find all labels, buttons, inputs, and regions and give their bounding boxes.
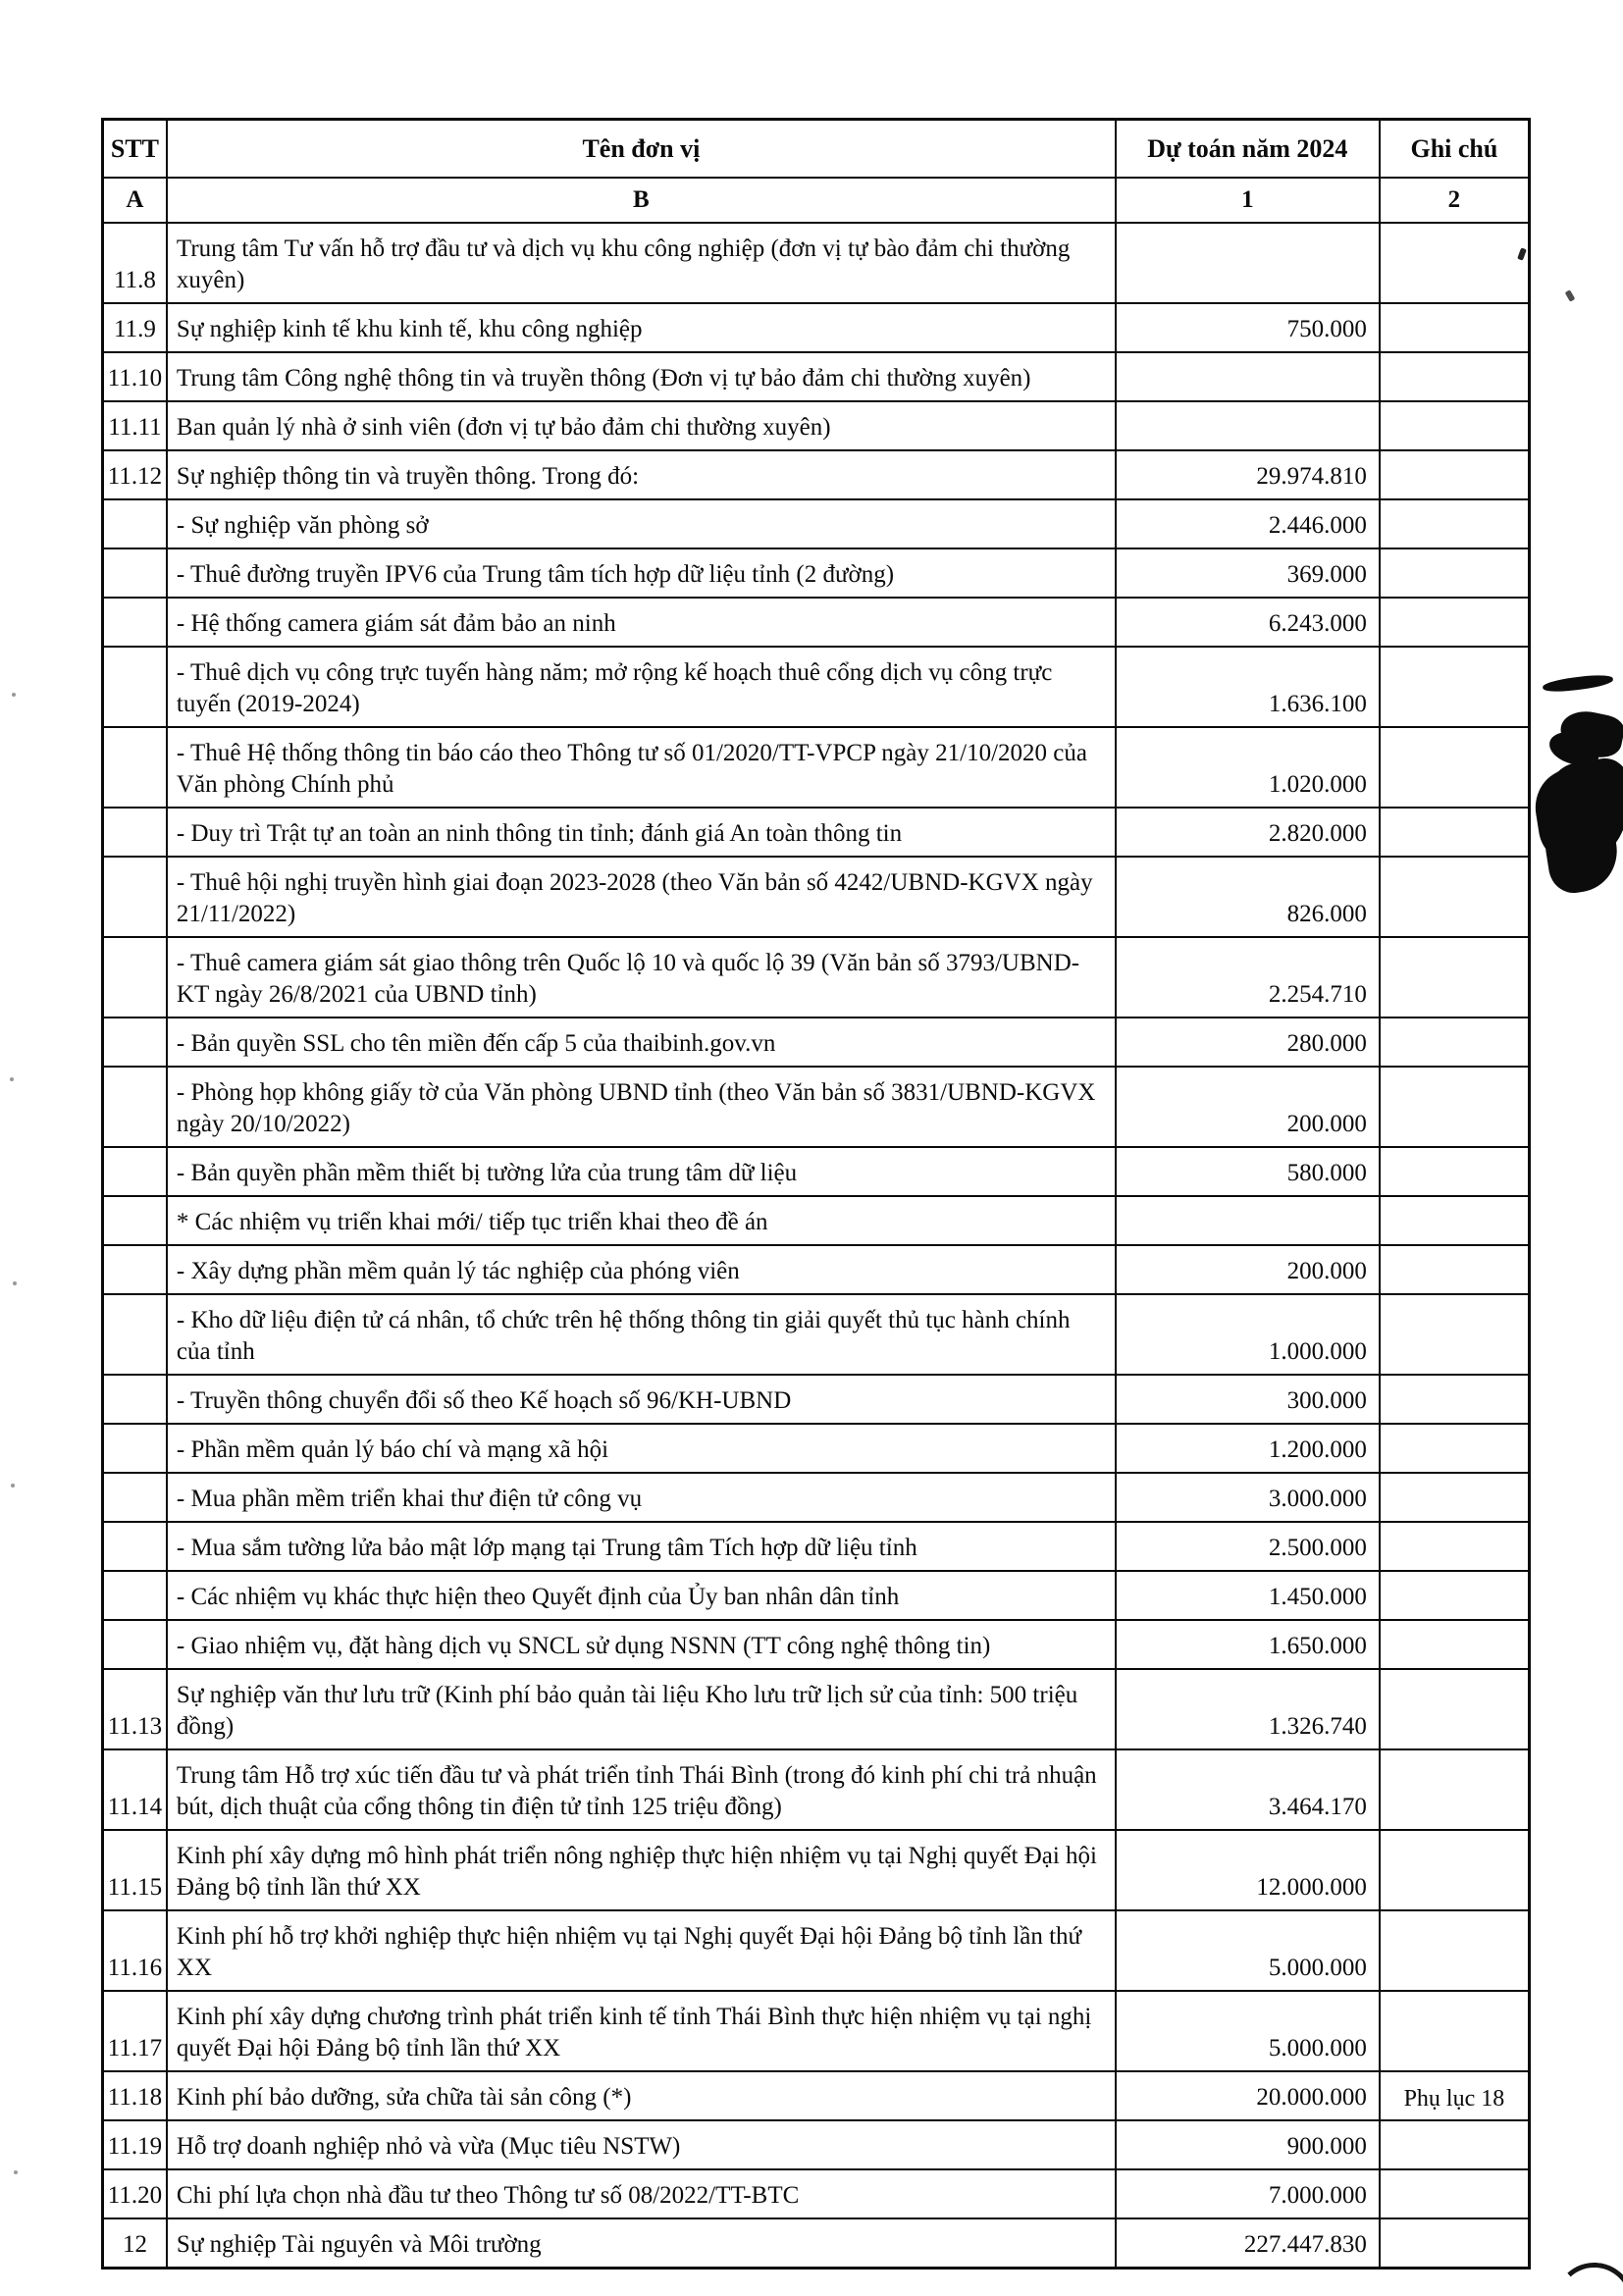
row-note xyxy=(1380,1620,1530,1669)
table-row xyxy=(103,1830,1530,1910)
row-name: Sự nghiệp kinh tế khu kinh tế, khu công nghiệp xyxy=(167,303,1116,352)
row-budget: 280.000 xyxy=(1116,1018,1380,1067)
dust-speck xyxy=(12,693,16,697)
row-name: - Thuê Hệ thống thông tin báo cáo theo Thông tư số 01/2020/TT-VPCP ngày 21/10/2020 của Văn phòng Chính phủ xyxy=(167,727,1116,808)
subheader-note: 2 xyxy=(1380,178,1530,223)
row-stt xyxy=(103,499,167,548)
row-budget: 1.636.100 xyxy=(1116,647,1380,727)
row-stt xyxy=(103,647,167,727)
row-budget xyxy=(1116,401,1380,450)
table-row xyxy=(103,808,1530,857)
subheader-name: B xyxy=(167,178,1116,223)
row-note xyxy=(1380,808,1530,857)
row-name: - Thuê đường truyền IPV6 của Trung tâm tích hợp dữ liệu tỉnh (2 đường) xyxy=(167,548,1116,598)
row-name: Trung tâm Hỗ trợ xúc tiến đầu tư và phát triển tỉnh Thái Bình (trong đó kinh phí chi trả nhuận bút, dịch thuật của cổng thông tin điện tử tỉnh 125 triệu đồng) xyxy=(167,1749,1116,1830)
row-note xyxy=(1380,1424,1530,1473)
row-note xyxy=(1380,223,1530,303)
dust-speck xyxy=(13,1281,17,1285)
row-stt: 11.20 xyxy=(103,2169,167,2218)
table-row xyxy=(103,857,1530,937)
row-budget: 2.820.000 xyxy=(1116,808,1380,857)
row-note xyxy=(1380,1196,1530,1245)
row-stt xyxy=(103,1620,167,1669)
row-budget: 300.000 xyxy=(1116,1375,1380,1424)
row-stt: 11.18 xyxy=(103,2071,167,2120)
table-head xyxy=(103,120,1530,224)
table-row xyxy=(103,1147,1530,1196)
table-row xyxy=(103,1196,1530,1245)
row-stt xyxy=(103,1147,167,1196)
row-note xyxy=(1380,401,1530,450)
row-note xyxy=(1380,1375,1530,1424)
row-name: Sự nghiệp thông tin và truyền thông. Trong đó: xyxy=(167,450,1116,499)
row-note xyxy=(1380,1067,1530,1147)
subheader-stt: A xyxy=(103,178,167,223)
row-note xyxy=(1380,2169,1530,2218)
row-note xyxy=(1380,1991,1530,2071)
row-name: Kinh phí hỗ trợ khởi nghiệp thực hiện nhiệm vụ tại Nghị quyết Đại hội Đảng bộ tỉnh lần thứ XX xyxy=(167,1910,1116,1991)
row-note xyxy=(1380,857,1530,937)
row-note xyxy=(1380,1910,1530,1991)
row-note xyxy=(1380,1245,1530,1294)
table-row xyxy=(103,2218,1530,2269)
row-stt: 11.12 xyxy=(103,450,167,499)
row-name: Kinh phí xây dựng chương trình phát triển kinh tế tỉnh Thái Bình thực hiện nhiệm vụ tại nghị quyết Đại hội Đảng bộ tỉnh lần thứ XX xyxy=(167,1991,1116,2071)
row-stt: 11.9 xyxy=(103,303,167,352)
row-note xyxy=(1380,647,1530,727)
table-row xyxy=(103,1473,1530,1522)
table-row xyxy=(103,499,1530,548)
row-name: - Bản quyền SSL cho tên miền đến cấp 5 của thaibinh.gov.vn xyxy=(167,1018,1116,1067)
table-row xyxy=(103,2071,1530,2120)
row-name: - Xây dựng phần mềm quản lý tác nghiệp của phóng viên xyxy=(167,1245,1116,1294)
row-budget: 369.000 xyxy=(1116,548,1380,598)
row-stt: 11.10 xyxy=(103,352,167,401)
row-budget: 3.464.170 xyxy=(1116,1749,1380,1830)
table-row xyxy=(103,1375,1530,1424)
dust-speck xyxy=(11,1484,15,1487)
row-budget: 2.500.000 xyxy=(1116,1522,1380,1571)
row-stt xyxy=(103,1067,167,1147)
row-budget: 1.450.000 xyxy=(1116,1571,1380,1620)
ink-speck xyxy=(1565,289,1576,302)
row-budget: 5.000.000 xyxy=(1116,1991,1380,2071)
row-stt: 12 xyxy=(103,2218,167,2269)
row-note xyxy=(1380,1473,1530,1522)
row-stt xyxy=(103,1571,167,1620)
table-row xyxy=(103,548,1530,598)
row-name: Kinh phí xây dựng mô hình phát triển nông nghiệp thực hiện nhiệm vụ tại Nghị quyết Đại hội Đảng bộ tỉnh lần thứ XX xyxy=(167,1830,1116,1910)
row-budget: 1.326.740 xyxy=(1116,1669,1380,1749)
row-name: - Phần mềm quản lý báo chí và mạng xã hội xyxy=(167,1424,1116,1473)
row-name: Sự nghiệp Tài nguyên và Môi trường xyxy=(167,2218,1116,2269)
row-name: - Hệ thống camera giám sát đảm bảo an ninh xyxy=(167,598,1116,647)
row-note xyxy=(1380,1669,1530,1749)
row-name: - Các nhiệm vụ khác thực hiện theo Quyết định của Ủy ban nhân dân tỉnh xyxy=(167,1571,1116,1620)
row-name: * Các nhiệm vụ triển khai mới/ tiếp tục triển khai theo đề án xyxy=(167,1196,1116,1245)
row-note xyxy=(1380,937,1530,1018)
table-row xyxy=(103,352,1530,401)
row-name: - Phòng họp không giấy tờ của Văn phòng UBND tỉnh (theo Văn bản số 3831/UBND-KGVX ngày 20/10/2022) xyxy=(167,1067,1116,1147)
table-row xyxy=(103,303,1530,352)
row-stt xyxy=(103,937,167,1018)
subheader-budget: 1 xyxy=(1116,178,1380,223)
row-budget: 2.446.000 xyxy=(1116,499,1380,548)
row-budget: 750.000 xyxy=(1116,303,1380,352)
table-row xyxy=(103,937,1530,1018)
row-note xyxy=(1380,548,1530,598)
column-header-stt: STT xyxy=(103,120,167,179)
row-name: - Mua phần mềm triển khai thư điện tử công vụ xyxy=(167,1473,1116,1522)
dust-speck xyxy=(10,1077,14,1081)
row-budget: 1.000.000 xyxy=(1116,1294,1380,1375)
row-note xyxy=(1380,1522,1530,1571)
row-note xyxy=(1380,352,1530,401)
row-budget: 580.000 xyxy=(1116,1147,1380,1196)
row-budget xyxy=(1116,1196,1380,1245)
row-name: - Sự nghiệp văn phòng sở xyxy=(167,499,1116,548)
ink-stain xyxy=(1556,706,1623,761)
row-stt xyxy=(103,1245,167,1294)
table-row xyxy=(103,647,1530,727)
dust-speck xyxy=(14,2170,18,2174)
table-row xyxy=(103,1991,1530,2071)
table-row xyxy=(103,1018,1530,1067)
table-row xyxy=(103,1749,1530,1830)
row-name: Chi phí lựa chọn nhà đầu tư theo Thông tư số 08/2022/TT-BTC xyxy=(167,2169,1116,2218)
row-name: - Thuê dịch vụ công trực tuyến hàng năm; mở rộng kế hoạch thuê cổng dịch vụ công trực tuyến (2019-2024) xyxy=(167,647,1116,727)
table-row xyxy=(103,2169,1530,2218)
row-stt xyxy=(103,1424,167,1473)
ink-stain xyxy=(1530,760,1623,867)
row-budget: 5.000.000 xyxy=(1116,1910,1380,1991)
row-name: - Truyền thông chuyển đổi số theo Kế hoạch số 96/KH-UBND xyxy=(167,1375,1116,1424)
row-stt xyxy=(103,1294,167,1375)
table-row xyxy=(103,1245,1530,1294)
row-stt: 11.15 xyxy=(103,1830,167,1910)
row-budget: 20.000.000 xyxy=(1116,2071,1380,2120)
column-header-budget: Dự toán năm 2024 xyxy=(1116,120,1380,179)
subheader-row xyxy=(103,178,1530,223)
row-note xyxy=(1380,1018,1530,1067)
row-budget: 29.974.810 xyxy=(1116,450,1380,499)
table-row xyxy=(103,1067,1530,1147)
row-note xyxy=(1380,2120,1530,2169)
ink-stain xyxy=(1542,673,1613,695)
row-budget xyxy=(1116,223,1380,303)
row-note xyxy=(1380,2218,1530,2269)
row-stt xyxy=(103,1473,167,1522)
table-row xyxy=(103,727,1530,808)
row-name: - Giao nhiệm vụ, đặt hàng dịch vụ SNCL sử dụng NSNN (TT công nghệ thông tin) xyxy=(167,1620,1116,1669)
table-row xyxy=(103,2120,1530,2169)
row-note: Phụ lục 18 xyxy=(1380,2071,1530,2120)
row-note xyxy=(1380,1571,1530,1620)
row-note xyxy=(1380,1147,1530,1196)
column-header-name: Tên đơn vị xyxy=(167,120,1116,179)
table-row xyxy=(103,1424,1530,1473)
table-row xyxy=(103,401,1530,450)
row-budget: 1.650.000 xyxy=(1116,1620,1380,1669)
table-row xyxy=(103,1571,1530,1620)
row-name: - Thuê hội nghị truyền hình giai đoạn 2023-2028 (theo Văn bản số 4242/UBND-KGVX ngày 21/11/2022) xyxy=(167,857,1116,937)
row-name: Ban quản lý nhà ở sinh viên (đơn vị tự bảo đảm chi thường xuyên) xyxy=(167,401,1116,450)
header-row xyxy=(103,120,1530,179)
row-budget: 900.000 xyxy=(1116,2120,1380,2169)
row-stt: 11.8 xyxy=(103,223,167,303)
row-note xyxy=(1380,1830,1530,1910)
row-budget: 3.000.000 xyxy=(1116,1473,1380,1522)
row-stt xyxy=(103,727,167,808)
table-row xyxy=(103,1910,1530,1991)
row-budget: 12.000.000 xyxy=(1116,1830,1380,1910)
row-note xyxy=(1380,1294,1530,1375)
row-name: Hỗ trợ doanh nghiệp nhỏ và vừa (Mục tiêu NSTW) xyxy=(167,2120,1116,2169)
row-budget: 200.000 xyxy=(1116,1245,1380,1294)
row-stt: 11.17 xyxy=(103,1991,167,2071)
row-budget: 2.254.710 xyxy=(1116,937,1380,1018)
table-row xyxy=(103,1669,1530,1749)
row-stt xyxy=(103,1018,167,1067)
row-name: Trung tâm Công nghệ thông tin và truyền thông (Đơn vị tự bảo đảm chi thường xuyên) xyxy=(167,352,1116,401)
row-stt: 11.13 xyxy=(103,1669,167,1749)
row-stt xyxy=(103,598,167,647)
budget-table xyxy=(101,118,1531,2270)
table-row xyxy=(103,450,1530,499)
row-note xyxy=(1380,450,1530,499)
row-budget xyxy=(1116,352,1380,401)
row-name: - Kho dữ liệu điện tử cá nhân, tổ chức trên hệ thống thông tin giải quyết thủ tục hành chính của tỉnh xyxy=(167,1294,1116,1375)
row-name: Kinh phí bảo dưỡng, sửa chữa tài sản công (*) xyxy=(167,2071,1116,2120)
row-name: - Bản quyền phần mềm thiết bị tường lửa của trung tâm dữ liệu xyxy=(167,1147,1116,1196)
table-row xyxy=(103,223,1530,303)
row-name: Sự nghiệp văn thư lưu trữ (Kinh phí bảo quản tài liệu Kho lưu trữ lịch sử của tỉnh: 500 triệu đồng) xyxy=(167,1669,1116,1749)
row-budget: 826.000 xyxy=(1116,857,1380,937)
row-name: Trung tâm Tư vấn hỗ trợ đầu tư và dịch vụ khu công nghiệp (đơn vị tự bào đảm chi thường xuyên) xyxy=(167,223,1116,303)
row-budget: 7.000.000 xyxy=(1116,2169,1380,2218)
row-stt: 11.16 xyxy=(103,1910,167,1991)
row-stt xyxy=(103,857,167,937)
table-row xyxy=(103,1522,1530,1571)
row-budget: 200.000 xyxy=(1116,1067,1380,1147)
row-note xyxy=(1380,303,1530,352)
table-row xyxy=(103,1620,1530,1669)
row-budget: 1.200.000 xyxy=(1116,1424,1380,1473)
table-row xyxy=(103,598,1530,647)
table-body xyxy=(103,223,1530,2269)
row-budget: 6.243.000 xyxy=(1116,598,1380,647)
row-stt: 11.11 xyxy=(103,401,167,450)
row-budget: 1.020.000 xyxy=(1116,727,1380,808)
row-budget: 227.447.830 xyxy=(1116,2218,1380,2269)
row-stt: 11.14 xyxy=(103,1749,167,1830)
row-stt: 11.19 xyxy=(103,2120,167,2169)
pen-curve-mark xyxy=(1553,2260,1623,2296)
row-stt xyxy=(103,1375,167,1424)
row-stt xyxy=(103,548,167,598)
row-stt xyxy=(103,808,167,857)
row-name: - Duy trì Trật tự an toàn an ninh thông tin tỉnh; đánh giá An toàn thông tin xyxy=(167,808,1116,857)
row-stt xyxy=(103,1196,167,1245)
table-row xyxy=(103,1294,1530,1375)
row-note xyxy=(1380,1749,1530,1830)
row-note xyxy=(1380,598,1530,647)
row-name: - Thuê camera giám sát giao thông trên Quốc lộ 10 và quốc lộ 39 (Văn bản số 3793/UBND-KT ngày 26/8/2021 của UBND tỉnh) xyxy=(167,937,1116,1018)
row-note xyxy=(1380,499,1530,548)
row-name: - Mua sắm tường lửa bảo mật lớp mạng tại Trung tâm Tích hợp dữ liệu tỉnh xyxy=(167,1522,1116,1571)
row-note xyxy=(1380,727,1530,808)
row-stt xyxy=(103,1522,167,1571)
column-header-note: Ghi chú xyxy=(1380,120,1530,179)
